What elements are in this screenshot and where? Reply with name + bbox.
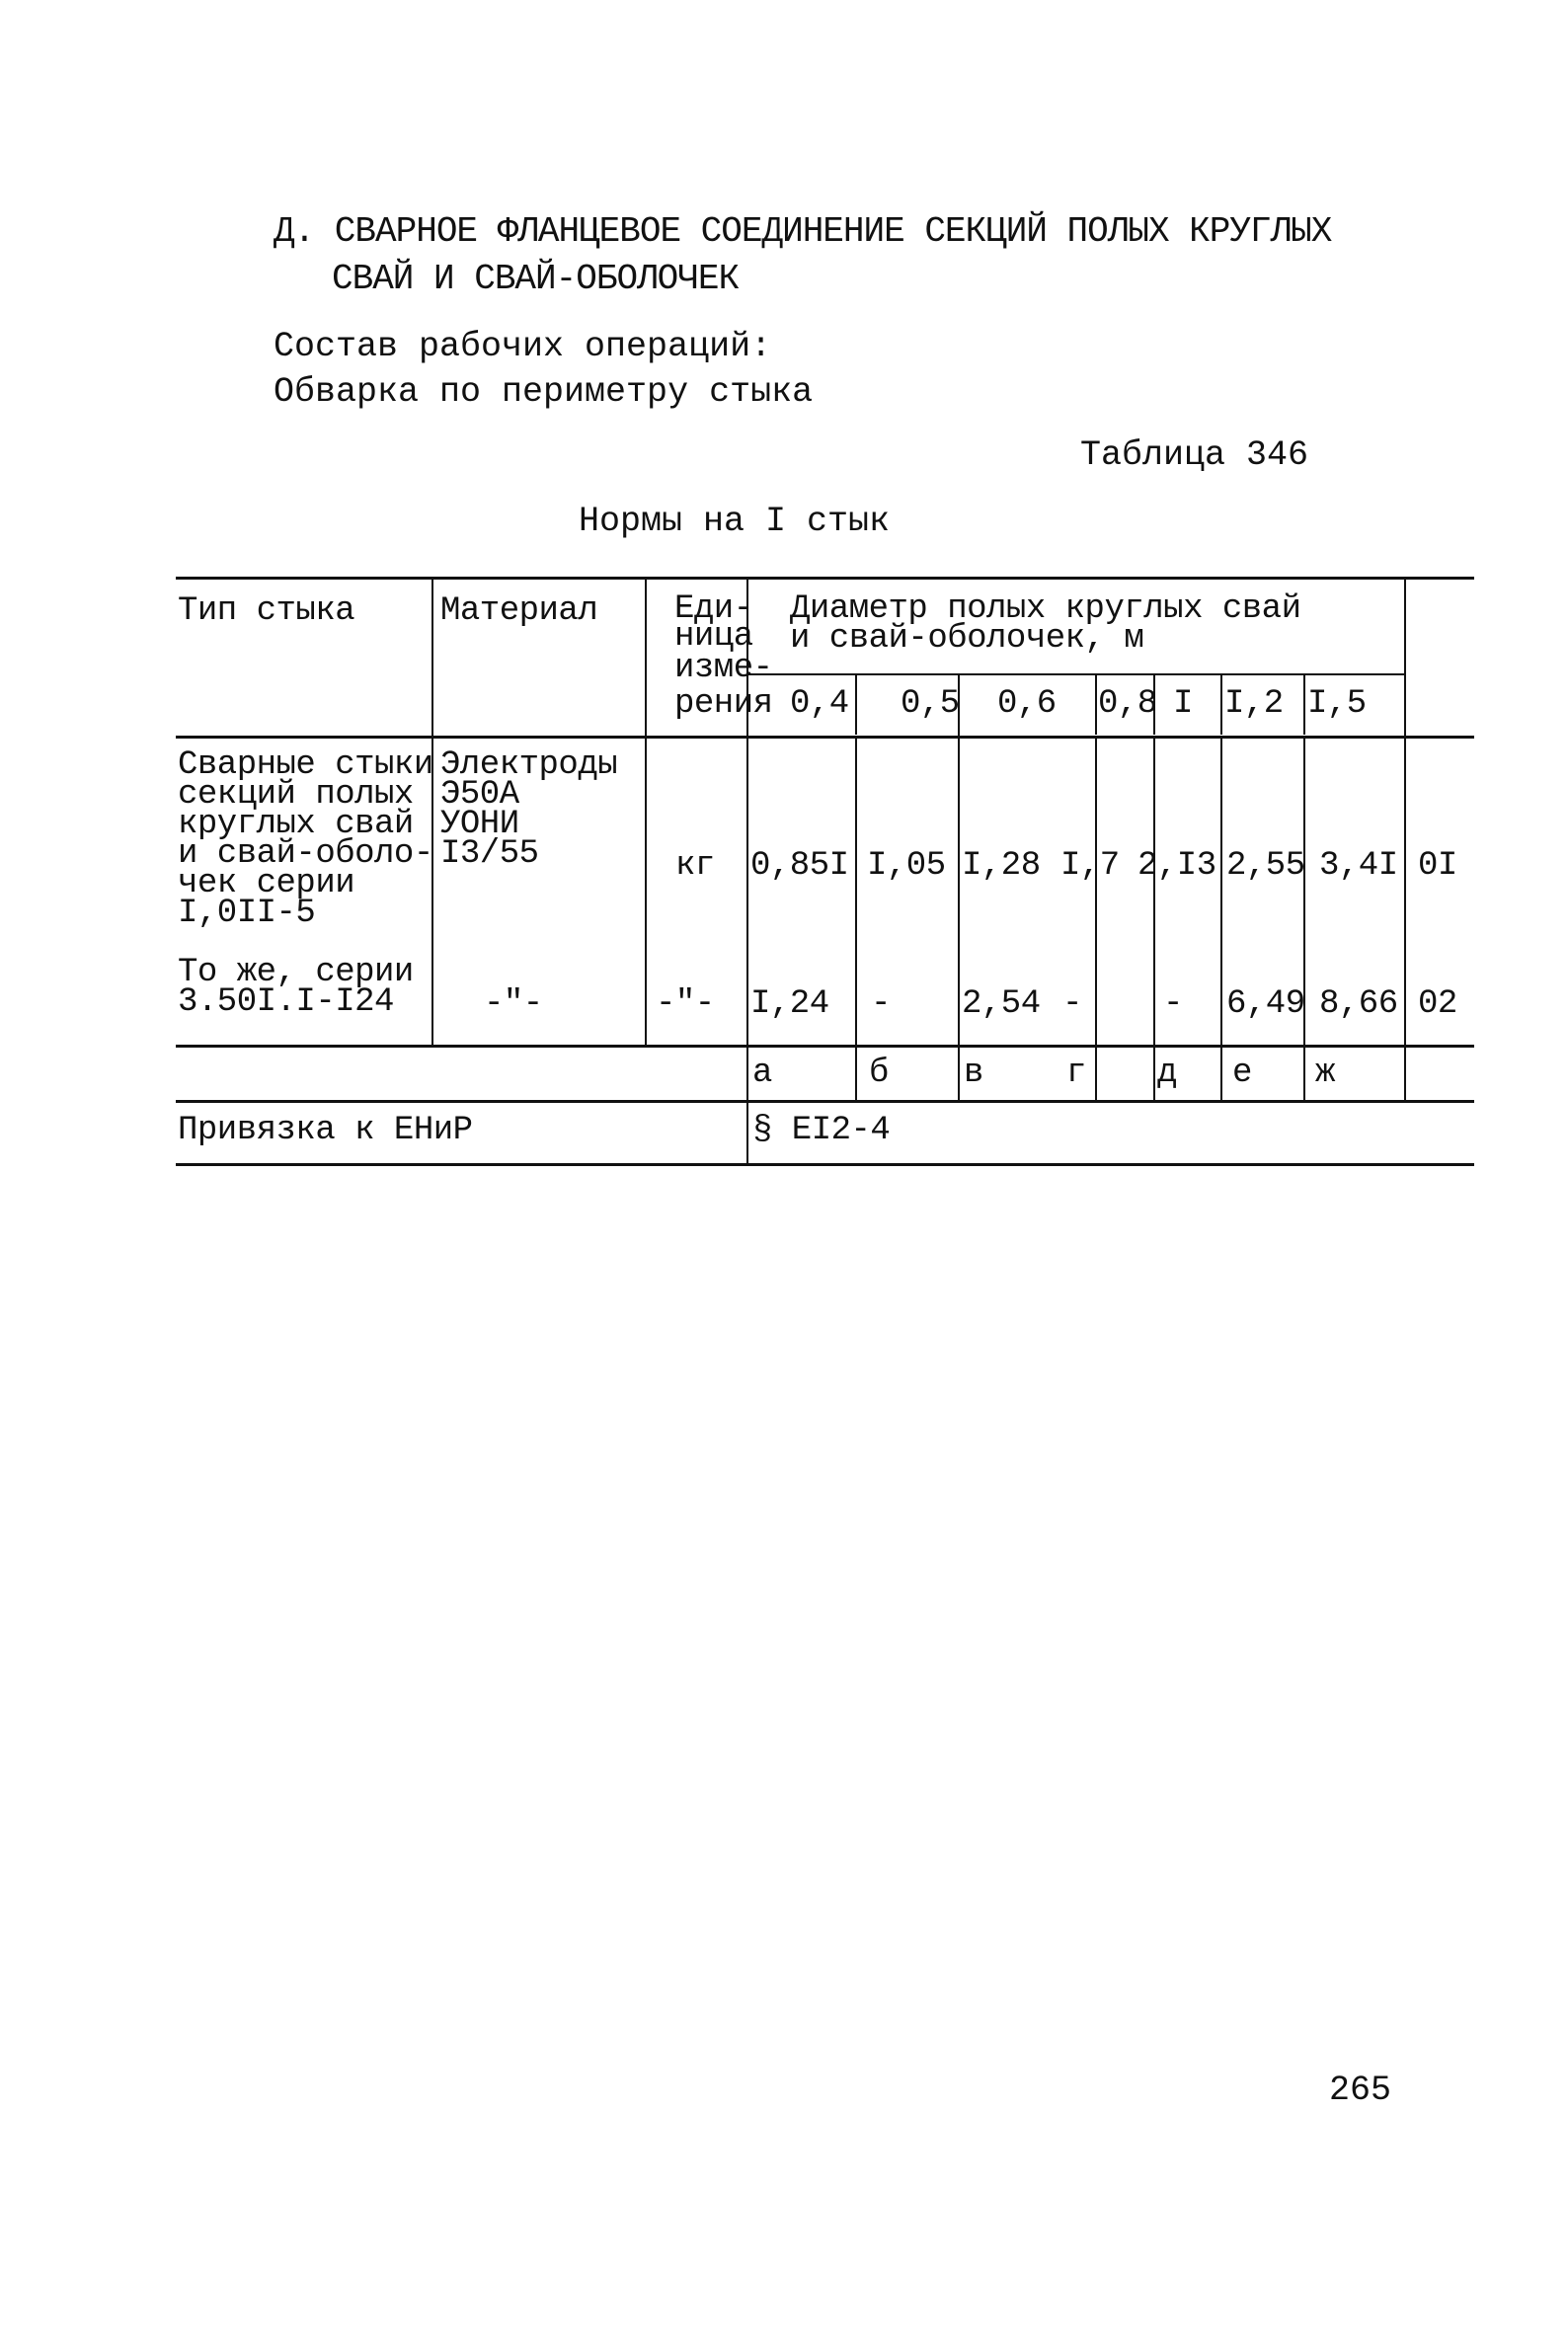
row2-value-0-8: - xyxy=(1062,985,1082,1023)
diameter-0-6: 0,6 xyxy=(997,685,1057,723)
table-caption: Нормы на I стык xyxy=(579,502,891,541)
diameter-1-2: I,2 xyxy=(1224,685,1284,723)
row2-value-1: - xyxy=(1163,985,1183,1023)
diameter-0-8: 0,8 xyxy=(1098,685,1157,723)
section-title-line2: СВАЙ И СВАЙ-ОБОЛОЧЕК xyxy=(332,259,740,299)
row2-value-1-2: 6,49 xyxy=(1226,985,1305,1023)
column-letter-v: в xyxy=(964,1055,983,1092)
row1-value-1: 2,I3 xyxy=(1137,847,1216,885)
row2-unit: -"- xyxy=(656,985,715,1023)
row2-value-1-5: 8,66 xyxy=(1319,985,1398,1023)
column-letter-g: г xyxy=(1066,1055,1086,1092)
diameter-0-4: 0,4 xyxy=(790,685,849,723)
row1-value-1-2: 2,55 xyxy=(1226,847,1305,885)
section-title-line1: Д. СВАРНОЕ ФЛАНЦЕВОЕ СОЕДИНЕНИЕ СЕКЦИЙ ПОЛЫХ КРУГЛЫХ xyxy=(274,211,1332,252)
page-number: 265 xyxy=(1329,2071,1392,2110)
column-letter-zh: ж xyxy=(1315,1055,1335,1092)
row2-value-0-4: I,24 xyxy=(750,985,829,1023)
row1-value-0-6: I,28 xyxy=(962,847,1041,885)
row1-unit: кг xyxy=(675,847,715,885)
column-letter-d: д xyxy=(1157,1055,1177,1092)
row1-value-1-5: 3,4I xyxy=(1319,847,1398,885)
row2-value-0-5: - xyxy=(871,985,891,1023)
header-joint-type: Тип стыка xyxy=(178,592,355,630)
diameter-1: I xyxy=(1173,685,1193,723)
operations-heading: Состав рабочих операций: xyxy=(274,327,772,366)
column-letter-a: а xyxy=(752,1055,772,1092)
column-letter-b: б xyxy=(869,1055,889,1092)
diameter-0-5: 0,5 xyxy=(901,685,960,723)
row1-value-0-5: I,05 xyxy=(867,847,946,885)
operations-item: Обварка по периметру стыка xyxy=(274,372,814,412)
row1-number: 0I xyxy=(1418,847,1457,885)
table-number: Таблица 346 xyxy=(1080,435,1309,475)
row1-value-0-8: I,7 xyxy=(1060,847,1120,885)
header-material: Материал xyxy=(440,592,598,630)
reference-value: § EI2-4 xyxy=(752,1112,891,1149)
column-letter-e: е xyxy=(1232,1055,1252,1092)
diameter-1-5: I,5 xyxy=(1307,685,1367,723)
row2-number: 02 xyxy=(1418,985,1457,1023)
row2-material: -"- xyxy=(484,985,543,1023)
row2-value-0-6: 2,54 xyxy=(962,985,1041,1023)
reference-label: Привязка к ЕНиР xyxy=(178,1112,473,1149)
row1-value-0-4: 0,85I xyxy=(750,847,849,885)
